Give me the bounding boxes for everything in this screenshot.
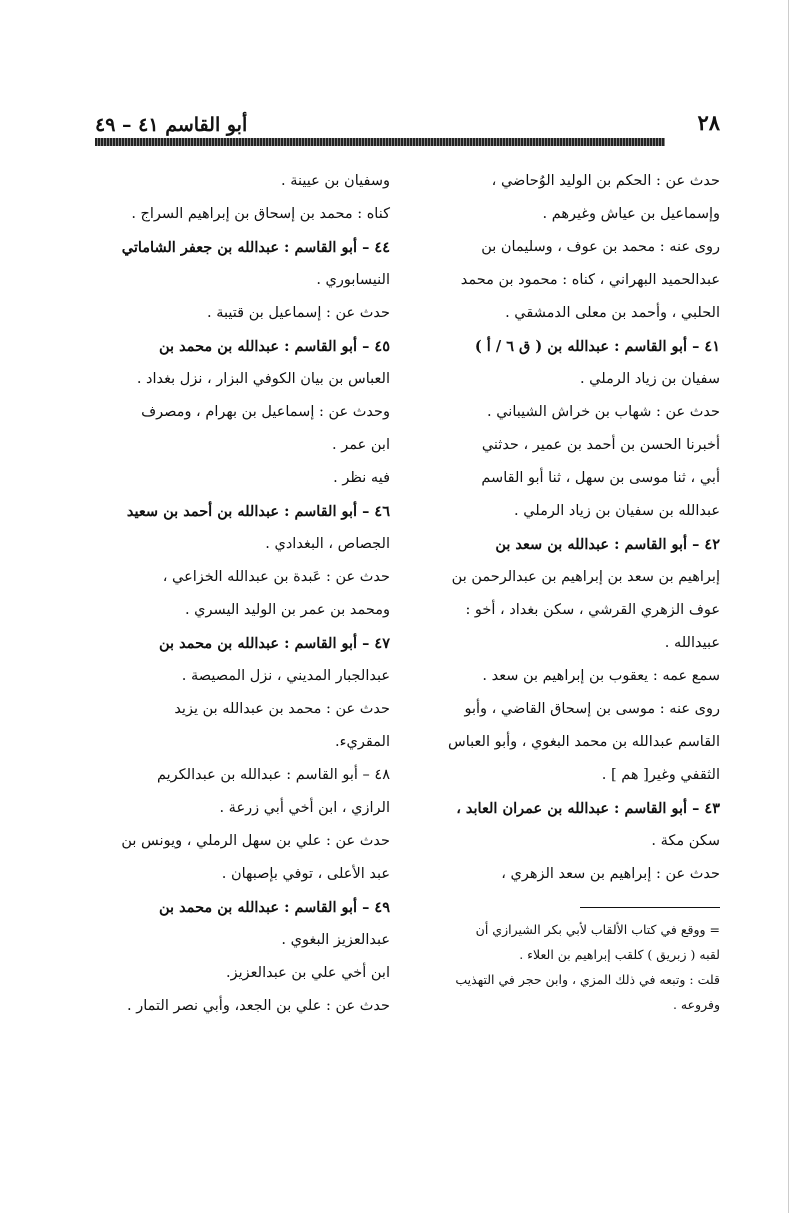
entry-heading-45: ٤٥ – أبو القاسم : عبدالله بن محمد بن bbox=[158, 338, 390, 355]
text-line: حدث عن : شهاب بن خراش الشيباني . bbox=[486, 404, 720, 420]
text-line: ابن أخي علي بن عبدالعزيز. bbox=[226, 965, 390, 981]
entry-heading-41: ٤١ – أبو القاسم : عبدالله بن ( ق ٦ / أ ) bbox=[474, 338, 720, 355]
text-line: سمع عمه : يعقوب بن إبراهيم بن سعد . bbox=[482, 668, 720, 684]
footnote-line: = ووقع في كتاب الألقاب لأبي بكر الشيرازي أن bbox=[475, 922, 720, 937]
text-line: وحدث عن : إسماعيل بن بهرام ، ومصرف bbox=[141, 404, 390, 420]
text-line: عبد الأعلى ، توفي بإصبهان . bbox=[221, 866, 390, 882]
text-line: روى عنه : موسى بن إسحاق القاضي ، وأبو bbox=[464, 701, 720, 717]
text-line: ابن عمر . bbox=[332, 437, 390, 453]
text-line: أخبرنا الحسن بن أحمد بن عمير ، حدثني bbox=[481, 437, 720, 453]
text-line: حدث عن : علي بن سهل الرملي ، ويونس بن bbox=[121, 833, 390, 849]
text-line: حدث عن : إبراهيم بن سعد الزهري ، bbox=[501, 866, 720, 882]
footnote-line: لقبه ( زبريق ) كلقب إبراهيم بن العلاء . bbox=[519, 947, 720, 962]
text-line: الثقفي وغير[ هم ] . bbox=[601, 767, 720, 783]
text-line: عبدالجبار المديني ، نزل المصيصة . bbox=[181, 668, 390, 684]
text-line: عبدالعزيز البغوي . bbox=[281, 932, 390, 948]
entry-heading-44: ٤٤ – أبو القاسم : عبدالله بن جعفر الشاماتي bbox=[121, 239, 390, 256]
page-header bbox=[95, 108, 720, 152]
text-line: سكن مكة . bbox=[651, 833, 720, 849]
text-line: عبدالله بن سفيان بن زياد الرملي . bbox=[513, 503, 720, 519]
entry-heading-49: ٤٩ – أبو القاسم : عبدالله بن محمد بن bbox=[158, 899, 390, 916]
text-line: فيه نظر . bbox=[333, 470, 390, 486]
footnote-separator bbox=[580, 907, 720, 908]
page-number: ٢٨ bbox=[697, 110, 720, 135]
text-line: حدث عن : إسماعيل بن قتيبة . bbox=[207, 305, 390, 321]
footnote bbox=[400, 917, 720, 1017]
text-line: الجصاص ، البغدادي . bbox=[265, 536, 390, 552]
text-line: العباس بن بيان الكوفي البزار ، نزل بغداد . bbox=[136, 371, 390, 387]
text-line: عبدالحميد البهراني ، كناه : محمود بن محمد bbox=[460, 272, 720, 288]
scan-edge-line bbox=[788, 0, 789, 1213]
entry-heading-46: ٤٦ – أبو القاسم : عبدالله بن أحمد بن سعيد bbox=[126, 503, 390, 520]
text-line: حدث عن : عَبدة بن عبدالله الخزاعي ، bbox=[162, 569, 390, 585]
text-line: سفيان بن زياد الرملي . bbox=[579, 371, 720, 387]
header-ornament-bar bbox=[95, 138, 665, 146]
running-title: أبو القاسم ٤١ – ٤٩ bbox=[95, 114, 248, 136]
text-line: روى عنه : محمد بن عوف ، وسليمان بن bbox=[481, 239, 720, 255]
entry-heading-48: ٤٨ – أبو القاسم : عبدالله بن عبدالكريم bbox=[156, 767, 390, 783]
text-line: عوف الزهري القرشي ، سكن بغداد ، أخو : bbox=[465, 602, 720, 618]
left-column bbox=[95, 165, 390, 1023]
text-line: إبراهيم بن سعد بن إبراهيم بن عبدالرحمن بن bbox=[451, 569, 720, 585]
right-column bbox=[400, 165, 720, 891]
text-line: عبيدالله . bbox=[664, 635, 720, 651]
text-line: الرازي ، ابن أخي أبي زرعة . bbox=[219, 800, 390, 816]
text-line: حدث عن : علي بن الجعد، وأبي نصر التمار . bbox=[127, 998, 390, 1014]
text-line: وسفيان بن عيينة . bbox=[281, 173, 390, 189]
entry-heading-47: ٤٧ – أبو القاسم : عبدالله بن محمد بن bbox=[158, 635, 390, 652]
text-line: ومحمد بن عمر بن الوليد اليسري . bbox=[184, 602, 390, 618]
text-line: حدث عن : محمد بن عبدالله بن يزيد bbox=[174, 701, 390, 717]
footnote-line: وفروعه . bbox=[672, 997, 720, 1012]
text-line: وإسماعيل بن عياش وغيرهم . bbox=[542, 206, 720, 222]
text-line: المقريء. bbox=[335, 734, 390, 750]
text-line: القاسم عبدالله بن محمد البغوي ، وأبو العباس bbox=[448, 734, 720, 750]
text-line: كناه : محمد بن إسحاق بن إبراهيم السراج . bbox=[131, 206, 390, 222]
text-line: الحلبي ، وأحمد بن معلى الدمشقي . bbox=[505, 305, 720, 321]
entry-heading-43: ٤٣ – أبو القاسم : عبدالله بن عمران العابد ، bbox=[456, 800, 720, 817]
footnote-line: قلت : وتبعه في ذلك المزي ، وابن حجر في التهذيب bbox=[455, 972, 720, 987]
text-line: أبي ، ثنا موسى بن سهل ، ثنا أبو القاسم bbox=[481, 470, 720, 486]
text-line: النيسابوري . bbox=[316, 272, 390, 288]
entry-heading-42: ٤٢ – أبو القاسم : عبدالله بن سعد بن bbox=[495, 536, 720, 553]
text-line: حدث عن : الحكم بن الوليد الوُحاضي ، bbox=[491, 173, 720, 189]
